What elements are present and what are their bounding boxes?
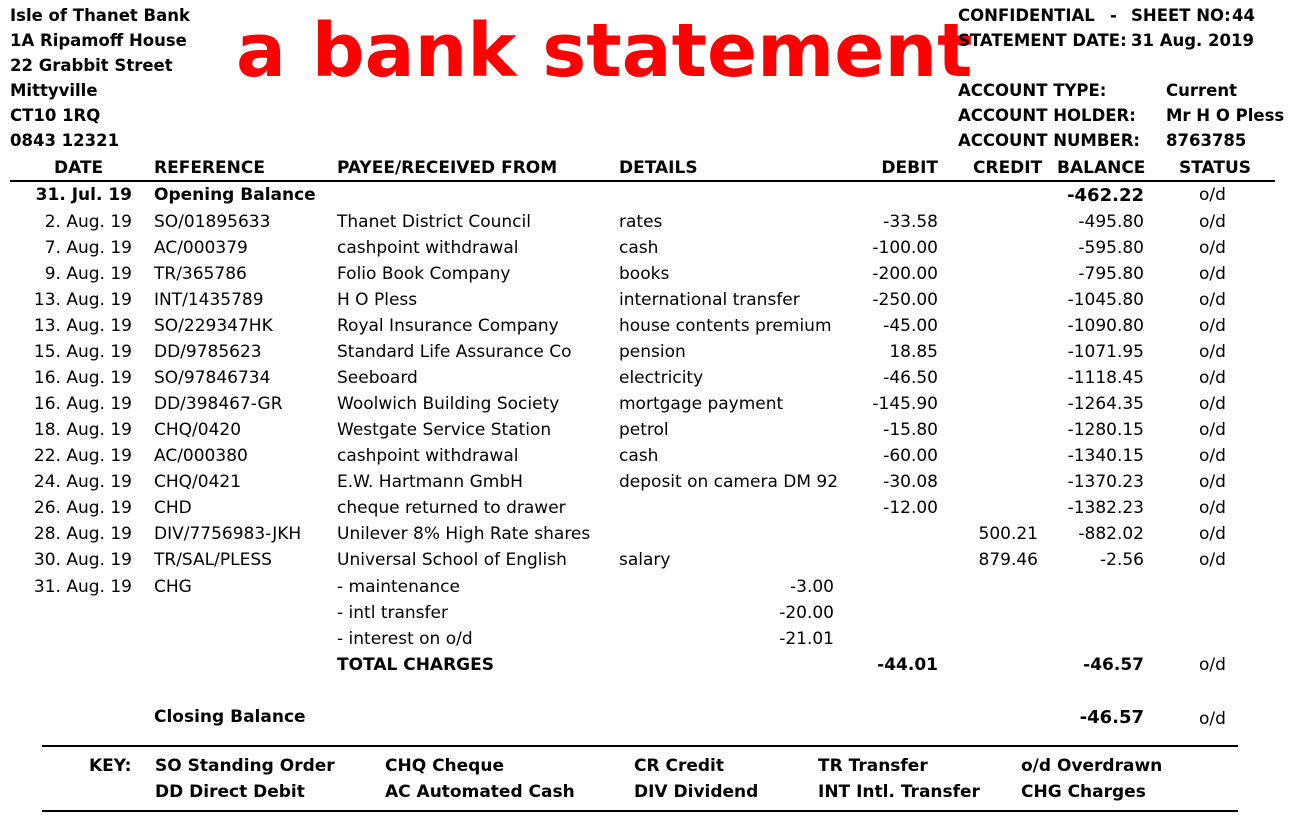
row-balance: -1090.80 (1067, 316, 1144, 336)
row-date: 2. Aug. 19 (44, 212, 132, 232)
row-date: 24. Aug. 19 (33, 472, 132, 492)
row-status: o/d (1199, 420, 1226, 440)
bank-address-line: 1A Ripamoff House (10, 31, 187, 50)
row-balance: -1045.80 (1067, 290, 1144, 310)
row-details: mortgage payment (619, 394, 784, 414)
charge-item-label: - maintenance (337, 577, 460, 597)
row-ref: AC/000380 (154, 446, 248, 466)
row-status: o/d (1199, 290, 1226, 310)
col-header-debit: DEBIT (881, 158, 938, 178)
account-type-label: ACCOUNT TYPE: (958, 81, 1107, 100)
row-payee: Unilever 8% High Rate shares (337, 524, 591, 544)
statement-date: 31 Aug. 2019 (1131, 31, 1254, 50)
row-debit: -30.08 (883, 472, 938, 492)
opening-status: o/d (1199, 185, 1226, 205)
key-bottom-rule (42, 810, 1238, 812)
row-details: international transfer (619, 290, 800, 310)
row-payee: Westgate Service Station (337, 420, 552, 440)
header-rule (10, 180, 1275, 182)
opening-date: 31. Jul. 19 (35, 185, 132, 205)
row-balance: -2.56 (1100, 550, 1144, 570)
row-payee: Universal School of English (337, 550, 567, 570)
row-date: 18. Aug. 19 (33, 420, 132, 440)
row-ref: SO/97846734 (154, 368, 271, 388)
row-balance: -882.02 (1078, 524, 1144, 544)
row-details: rates (619, 212, 663, 232)
total-charges-balance: -46.57 (1083, 655, 1144, 675)
charge-item-label: - interest on o/d (337, 629, 473, 649)
row-debit: -12.00 (883, 498, 938, 518)
row-debit: -100.00 (872, 238, 938, 258)
closing-status: o/d (1199, 709, 1226, 729)
row-balance: -1280.15 (1067, 420, 1144, 440)
charges-ref: CHG (154, 577, 192, 597)
row-details: house contents premium (619, 316, 832, 336)
bank-address-line: CT10 1RQ (10, 106, 101, 125)
account-holder: Mr H O Pless (1166, 106, 1285, 125)
opening-balance: -462.22 (1067, 185, 1144, 206)
row-credit: 879.46 (978, 550, 1038, 570)
key-entry: o/d Overdrawn (1021, 756, 1163, 776)
row-details: pension (619, 342, 686, 362)
col-header-date: DATE (54, 158, 104, 178)
row-ref: CHD (154, 498, 192, 518)
row-debit: -15.80 (883, 420, 938, 440)
row-date: 26. Aug. 19 (33, 498, 132, 518)
row-status: o/d (1199, 212, 1226, 232)
row-payee: Thanet District Council (337, 212, 531, 232)
col-header-credit: CREDIT (973, 158, 1043, 178)
row-ref: AC/000379 (154, 238, 248, 258)
row-balance: -1340.15 (1067, 446, 1144, 466)
row-ref: DIV/7756983-JKH (154, 524, 302, 544)
row-date: 22. Aug. 19 (33, 446, 132, 466)
key-entry: DIV Dividend (634, 782, 759, 802)
account-holder-label: ACCOUNT HOLDER: (958, 106, 1136, 125)
key-top-rule (42, 745, 1238, 747)
row-payee: cashpoint withdrawal (337, 238, 519, 258)
row-status: o/d (1199, 368, 1226, 388)
row-details: cash (619, 446, 659, 466)
bank-phone: 0843 12321 (10, 131, 120, 150)
key-entry: CHG Charges (1021, 782, 1146, 802)
col-header-payee: PAYEE/RECEIVED FROM (337, 158, 558, 178)
row-ref: TR/365786 (154, 264, 247, 284)
account-number: 8763785 (1166, 131, 1247, 150)
key-entry: CR Credit (634, 756, 724, 776)
confidential-label: CONFIDENTIAL (958, 6, 1095, 25)
sheet-number: 44 (1232, 6, 1255, 25)
bank-address-line: Mittyville (10, 81, 98, 100)
header-dash: - (1110, 6, 1117, 25)
row-status: o/d (1199, 498, 1226, 518)
bank-address-line: 22 Grabbit Street (10, 56, 173, 75)
charge-item-amount: -20.00 (779, 603, 834, 623)
row-debit: 18.85 (889, 342, 938, 362)
row-payee: cashpoint withdrawal (337, 446, 519, 466)
row-payee: Folio Book Company (337, 264, 511, 284)
total-charges-label: TOTAL CHARGES (337, 655, 494, 675)
key-entry: CHQ Cheque (385, 756, 504, 776)
row-ref: DD/398467-GR (154, 394, 283, 414)
col-header-status: STATUS (1179, 158, 1252, 178)
row-status: o/d (1199, 524, 1226, 544)
row-ref: DD/9785623 (154, 342, 262, 362)
charge-item-label: - intl transfer (337, 603, 448, 623)
row-ref: TR/SAL/PLESS (154, 550, 272, 570)
row-date: 28. Aug. 19 (33, 524, 132, 544)
row-status: o/d (1199, 238, 1226, 258)
row-date: 16. Aug. 19 (33, 368, 132, 388)
row-ref: CHQ/0421 (154, 472, 242, 492)
row-date: 7. Aug. 19 (44, 238, 132, 258)
row-status: o/d (1199, 316, 1226, 336)
closing-balance: -46.57 (1079, 707, 1144, 728)
row-payee: H O Pless (337, 290, 418, 310)
charges-date: 31. Aug. 19 (33, 577, 132, 597)
row-status: o/d (1199, 446, 1226, 466)
row-debit: -145.90 (872, 394, 938, 414)
row-date: 16. Aug. 19 (33, 394, 132, 414)
key-entry: DD Direct Debit (155, 782, 305, 802)
row-payee: Royal Insurance Company (337, 316, 559, 336)
row-payee: Standard Life Assurance Co (337, 342, 572, 362)
row-debit: -46.50 (883, 368, 938, 388)
row-balance: -1118.45 (1067, 368, 1144, 388)
col-header-details: DETAILS (619, 158, 698, 178)
sheet-label: SHEET NO: (1131, 6, 1231, 25)
row-details: petrol (619, 420, 669, 440)
col-header-reference: REFERENCE (154, 158, 265, 178)
row-details: books (619, 264, 670, 284)
overlay-title: a bank statement (236, 8, 973, 94)
row-details: deposit on camera DM 92 (619, 472, 839, 492)
row-balance: -1370.23 (1067, 472, 1144, 492)
row-payee: E.W. Hartmann GmbH (337, 472, 523, 492)
row-debit: -200.00 (872, 264, 938, 284)
row-status: o/d (1199, 264, 1226, 284)
row-ref: CHQ/0420 (154, 420, 242, 440)
account-type: Current (1166, 81, 1237, 100)
row-ref: SO/229347HK (154, 316, 273, 336)
row-balance: -1382.23 (1067, 498, 1144, 518)
row-debit: -60.00 (883, 446, 938, 466)
statement-date-label: STATEMENT DATE: (958, 31, 1127, 50)
row-debit: -45.00 (883, 316, 938, 336)
row-status: o/d (1199, 342, 1226, 362)
key-label: KEY: (89, 756, 132, 776)
account-number-label: ACCOUNT NUMBER: (958, 131, 1140, 150)
charge-item-amount: -3.00 (790, 577, 834, 597)
key-entry: INT Intl. Transfer (818, 782, 980, 802)
row-payee: Woolwich Building Society (337, 394, 560, 414)
row-ref: SO/01895633 (154, 212, 271, 232)
total-charges-status: o/d (1199, 655, 1226, 675)
row-status: o/d (1199, 394, 1226, 414)
key-entry: SO Standing Order (155, 756, 335, 776)
col-header-balance: BALANCE (1057, 158, 1146, 178)
row-date: 13. Aug. 19 (33, 316, 132, 336)
key-entry: AC Automated Cash (385, 782, 575, 802)
row-debit: -250.00 (872, 290, 938, 310)
row-details: salary (619, 550, 671, 570)
charge-item-amount: -21.01 (779, 629, 834, 649)
row-balance: -595.80 (1078, 238, 1144, 258)
row-date: 30. Aug. 19 (33, 550, 132, 570)
row-ref: INT/1435789 (154, 290, 264, 310)
row-status: o/d (1199, 550, 1226, 570)
row-details: cash (619, 238, 659, 258)
row-date: 13. Aug. 19 (33, 290, 132, 310)
row-payee: cheque returned to drawer (337, 498, 566, 518)
opening-label: Opening Balance (154, 185, 316, 205)
closing-label: Closing Balance (154, 707, 306, 727)
row-debit: -33.58 (883, 212, 938, 232)
row-status: o/d (1199, 472, 1226, 492)
bank-name: Isle of Thanet Bank (10, 6, 190, 25)
row-balance: -1264.35 (1067, 394, 1144, 414)
row-credit: 500.21 (978, 524, 1038, 544)
total-charges-debit: -44.01 (877, 655, 938, 675)
row-date: 9. Aug. 19 (44, 264, 132, 284)
row-balance: -495.80 (1078, 212, 1144, 232)
row-balance: -1071.95 (1067, 342, 1144, 362)
row-balance: -795.80 (1078, 264, 1144, 284)
key-entry: TR Transfer (818, 756, 928, 776)
row-payee: Seeboard (337, 368, 418, 388)
row-date: 15. Aug. 19 (33, 342, 132, 362)
row-details: electricity (619, 368, 704, 388)
